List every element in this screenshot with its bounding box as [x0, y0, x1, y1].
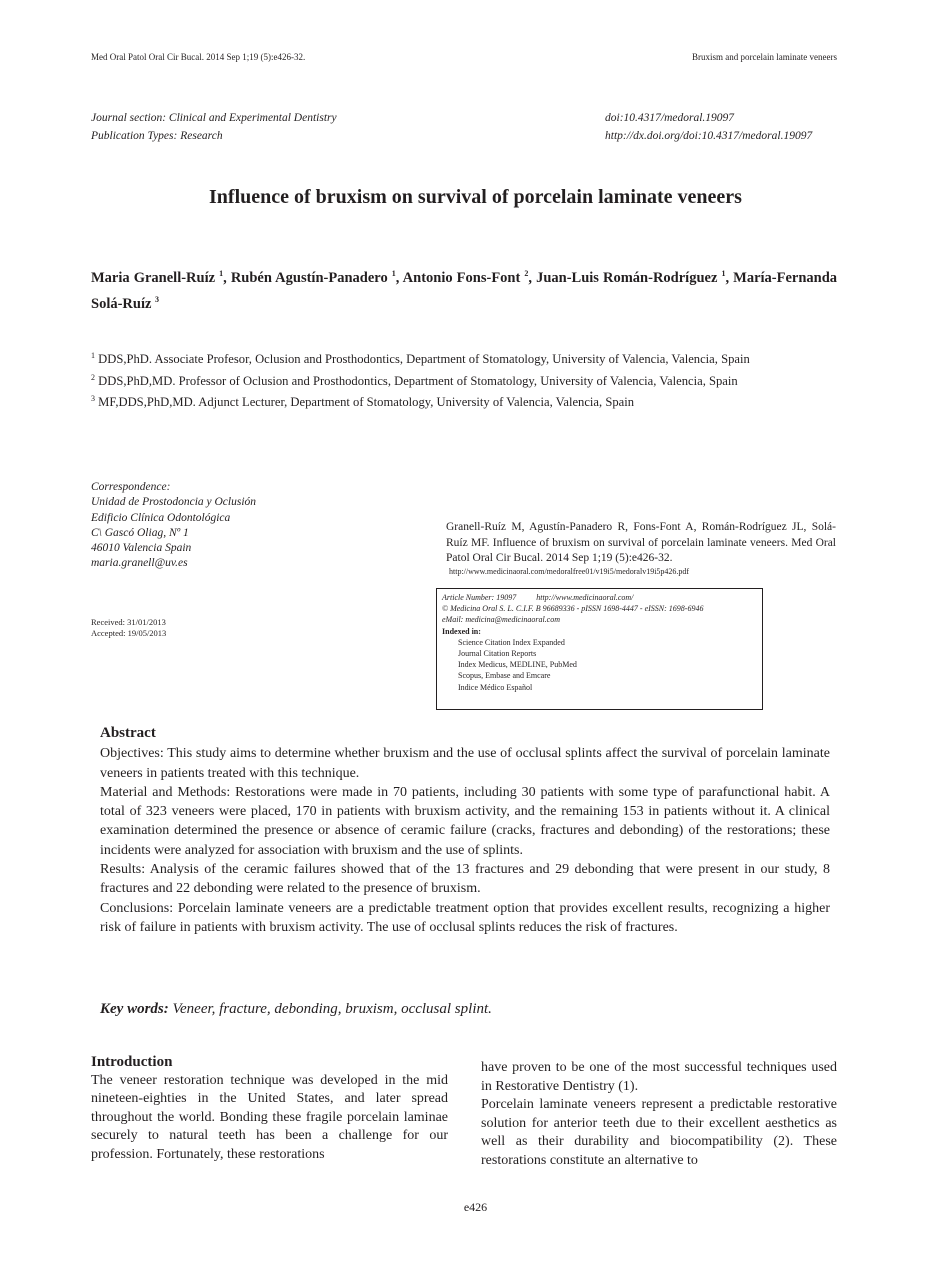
page-number: e426: [463, 1200, 488, 1214]
intro-heading: Introduction: [91, 1054, 173, 1070]
index-item: Index Medicus, MEDLINE, PubMed: [458, 660, 577, 670]
keywords-text: Veneer, fracture, debonding, bruxism, occlusal splint.: [172, 1001, 492, 1017]
doi-link[interactable]: http://dx.doi.org/doi:10.4317/medoral.19097: [605, 130, 813, 142]
doi: doi:10.4317/medoral.19097: [605, 112, 735, 124]
intro-paragraph: Porcelain laminate veneers represent a predictable restorative solution for anterior teeth due to their excellent aesthetics as well as their durability and biocompatibility (2). These restorations constitute an alternative to: [481, 1097, 837, 1168]
author: María-Fernanda Solá-Ruíz $^3$: [91, 269, 838, 312]
keywords-label: Key words:: [100, 1001, 169, 1017]
article-number-row: [442, 592, 757, 603]
article-info-box: [436, 588, 763, 710]
accepted-date: Accepted: 19/05/2013: [91, 628, 167, 638]
abstract-objectives: Objectives: This study aims to determine whether bruxism and the use of occlusal splints affect the survival of porcelain laminate veneers in patients treated with this technique.: [100, 746, 830, 781]
correspondence-line: Edificio Clínica Odontológica: [91, 511, 231, 524]
keywords: [100, 1001, 492, 1018]
author: Maria Granell-Ruíz $^1$,: [91, 269, 231, 286]
doi-block: [605, 109, 812, 145]
received-date: Received: 31/01/2013: [91, 617, 166, 627]
citation-text: Granell-Ruíz M, Agustín-Panadero R, Fons-Font A, Román-Rodríguez JL, Solá-Ruíz MF. Influence of bruxism on survival of porcelain laminate veneers. Med Oral Patol Oral Cir Bucal. 2014 Sep 1;19 (5):e426-32.: [446, 521, 836, 565]
journal-email[interactable]: eMail: medicina@medicinaoral.com: [442, 615, 560, 625]
author: Juan-Luis Román-Rodríguez $^1$,: [536, 269, 734, 286]
journal-meta: [91, 109, 337, 145]
intro-column-left: [91, 1053, 448, 1165]
affiliation-2: $^2$ DDS,PhD,MD. Professor of Oclusion and Prosthodontics, Department of Stomatology, University of Valencia, Valencia, Spain: [91, 372, 738, 388]
correspondence-label: Correspondence:: [91, 481, 171, 493]
correspondence: [91, 480, 256, 572]
intro-paragraph: The veneer restoration technique was developed in the mid nineteen-eighties in the United States, and later spread throughout the world. Bonding these fragile porcelain laminae securely to natural teeth has been a challenge for our profession. Fortunately, these restorations: [91, 1072, 448, 1162]
abstract-results: Results: Analysis of the ceramic failures showed that of the 13 fractures and 29 debonding that were present in our study, 8 fractures and 22 debonding were related to the presence of bruxism.: [100, 862, 830, 897]
index-item: Indice Médico Español: [458, 682, 533, 692]
index-item: Journal Citation Reports: [458, 649, 537, 659]
index-item: Scopus, Embase and Emcare: [458, 671, 551, 681]
correspondence-line: 46010 Valencia Spain: [91, 542, 192, 555]
author-list: [91, 263, 837, 315]
affiliation-3: $^3$ MF,DDS,PhD,MD. Adjunct Lecturer, Department of Stomatology, University of Valencia, Valencia, Spain: [91, 394, 635, 410]
abstract: [100, 724, 830, 937]
correspondence-email[interactable]: maria.granell@uv.es: [91, 557, 188, 570]
running-header-journal: Med Oral Patol Oral Cir Bucal. 2014 Sep 1;19 (5):e426-32.: [91, 52, 306, 62]
correspondence-line: Unidad de Prostodoncia y Oclusión: [91, 496, 257, 509]
publication-type: Publication Types: Research: [91, 130, 223, 142]
abstract-heading: Abstract: [100, 725, 156, 741]
paper-title: Influence of bruxism on survival of porcelain laminate veneers: [209, 186, 742, 208]
author: Antonio Fons-Font $^2$,: [402, 269, 537, 286]
affiliation-1: $^1$ DDS,PhD. Associate Profesor, Oclusion and Prosthodontics, Department of Stomatology, University of Valencia, Valencia, Spain: [91, 351, 750, 367]
author: Rubén Agustín-Panadero $^1$,: [230, 269, 403, 286]
journal-site-link[interactable]: http://www.medicinaoral.com/: [536, 593, 634, 602]
article-number: Article Number: 19097: [442, 593, 517, 602]
intro-paragraph: have proven to be one of the most successful techniques used in Restorative Dentistry (1).: [481, 1060, 837, 1094]
intro-column-right: [481, 1059, 837, 1171]
journal-section: Journal section: Clinical and Experimental Dentistry: [91, 112, 337, 124]
abstract-conclusions: Conclusions: Porcelain laminate veneers are a predictable treatment option that provides excellent results, recognizing a higher risk of failure in patients with bruxism activity. The use of occlusal splints reduces the risk of fractures.: [100, 900, 830, 935]
abstract-methods: Material and Methods: Restorations were made in 70 patients, including 30 patients with some type of parafunctional habit. A total of 323 veneers were placed, 170 in patients with bruxism activity, and the remaining 153 in patients without it. A clinical examination determined the presence or absence of ceramic failure (cracks, fractures and debonding) of the restorations; these incidents were analyzed for association with bruxism and the use of splints.: [100, 784, 830, 858]
citation-url[interactable]: http://www.medicinaoral.com/medoralfree01/v19i5/medoralv19i5p426.pdf: [449, 567, 690, 576]
running-header-title: Bruxism and porcelain laminate veneers: [692, 52, 837, 62]
affiliations: [91, 347, 837, 412]
article-dates: [91, 617, 166, 639]
correspondence-line: C\ Gascó Oliag, Nº 1: [91, 526, 189, 539]
index-item: Science Citation Index Expanded: [458, 637, 565, 647]
copyright: © Medicina Oral S. L. C.I.F. B 96689336 - pISSN 1698-4447 - eISSN: 1698-6946: [442, 604, 704, 614]
indexed-in-label: Indexed in:: [442, 626, 481, 636]
